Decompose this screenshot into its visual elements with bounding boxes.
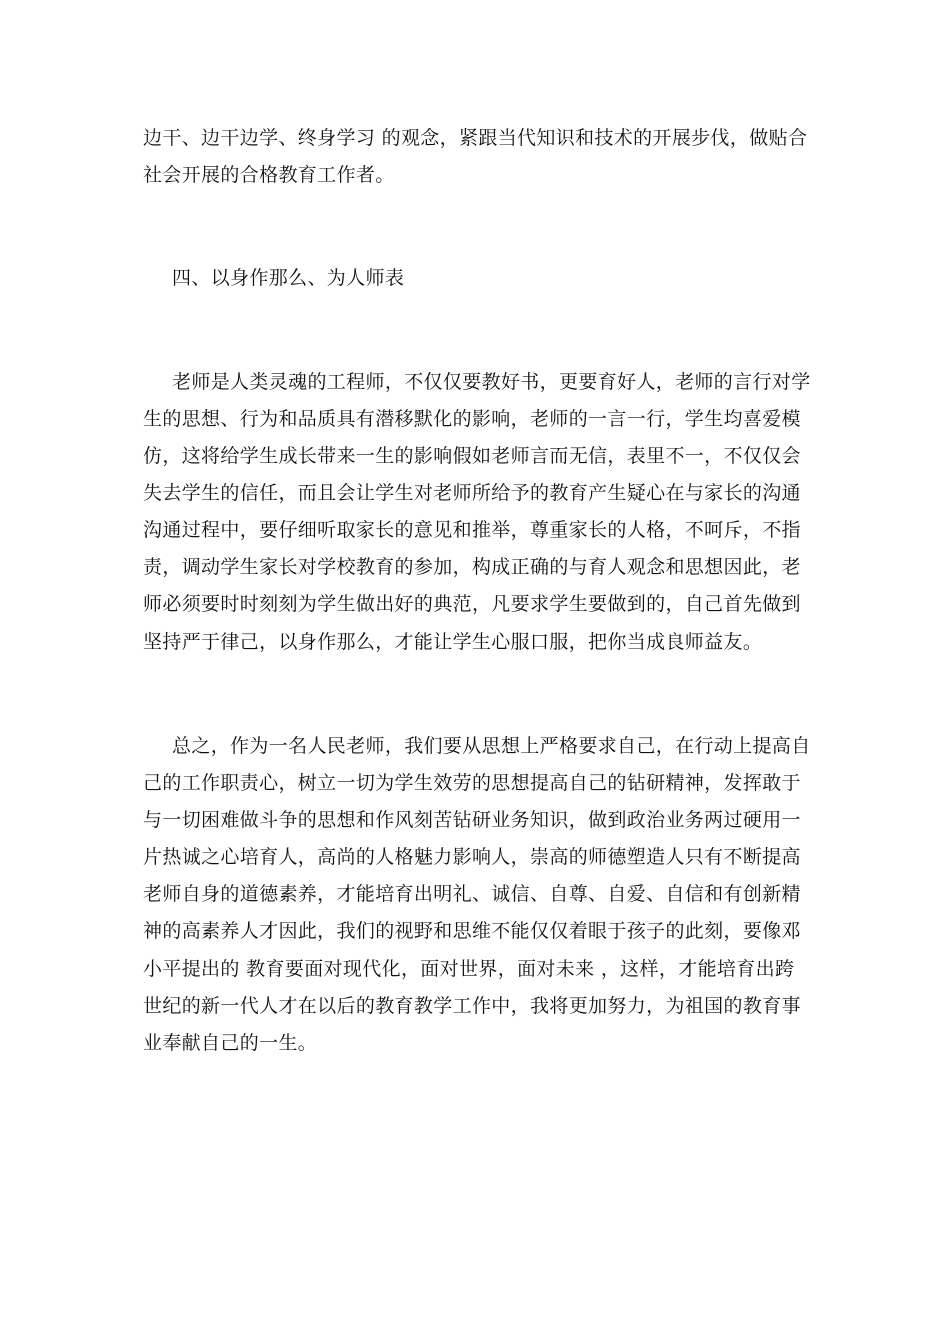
paragraph-1-line: 边干、边干边学、终身学习 的观念，紧跟当代知识和技术的开展步伐，做贴合 [143, 127, 808, 149]
paragraph-2-line: 失去学生的信任，而且会让学生对老师所给予的教育产生疑心在与家长的沟通 [143, 482, 801, 504]
paragraph-3-line: 片热诚之心培育人，高尚的人格魅力影响人，崇高的师德塑造人只有不断提高 [143, 846, 801, 868]
paragraph-2-line: 仿，这将给学生成长带来一生的影响假如老师言而无信，表里不一，不仅仅会 [143, 445, 801, 467]
paragraph-2-line: 生的思想、行为和品质具有潜移默化的影响，老师的一言一行，学生均喜爱模 [143, 408, 801, 430]
paragraph-3-line: 世纪的新一代人才在以后的教育教学工作中，我将更加努力，为祖国的教育事 [143, 995, 801, 1017]
paragraph-3-line: 神的高素养人才因此，我们的视野和思维不能仅仅着眼于孩子的此刻，要像邓 [143, 920, 801, 942]
paragraph-3-line: 总之，作为一名人民老师，我们要从思想上严格要求自己，在行动上提高自 [172, 735, 811, 757]
paragraph-3-line: 与一切困难做斗争的思想和作风刻苦钻研业务知识，做到政治业务两过硬用一 [143, 809, 801, 831]
paragraph-2-line: 沟通过程中，要仔细听取家长的意见和推举，尊重家长的人格，不呵斥，不指 [143, 519, 801, 541]
paragraph-2-line: 师必须要时时刻刻为学生做出好的典范，凡要求学生要做到的，自己首先做到 [143, 593, 801, 615]
paragraph-3-line: 业奉献自己的一生。 [143, 1032, 318, 1054]
paragraph-2-line: 坚持严于律己，以身作那么，才能让学生心服口服，把你当成良师益友。 [143, 631, 763, 653]
paragraph-3-line: 小平提出的 教育要面对现代化，面对世界，面对未来 ，这样，才能培育出跨 [143, 958, 795, 980]
paragraph-2-line: 责，调动学生家长对学校教育的参加，构成正确的与育人观念和思想因此，老 [143, 556, 801, 578]
paragraph-3-line: 老师自身的道德素养，才能培育出明礼、诚信、自尊、自爱、自信和有创新精 [143, 883, 801, 905]
paragraph-3-line: 己的工作职责心，树立一切为学生效劳的思想提高自己的钻研精神，发挥敢于 [143, 772, 801, 794]
section-heading: 四、以身作那么、为人师表 [172, 267, 405, 289]
paragraph-2-line: 老师是人类灵魂的工程师，不仅仅要教好书，更要育好人，老师的言行对学 [172, 371, 811, 393]
paragraph-1-line: 社会开展的合格教育工作者。 [143, 164, 395, 186]
